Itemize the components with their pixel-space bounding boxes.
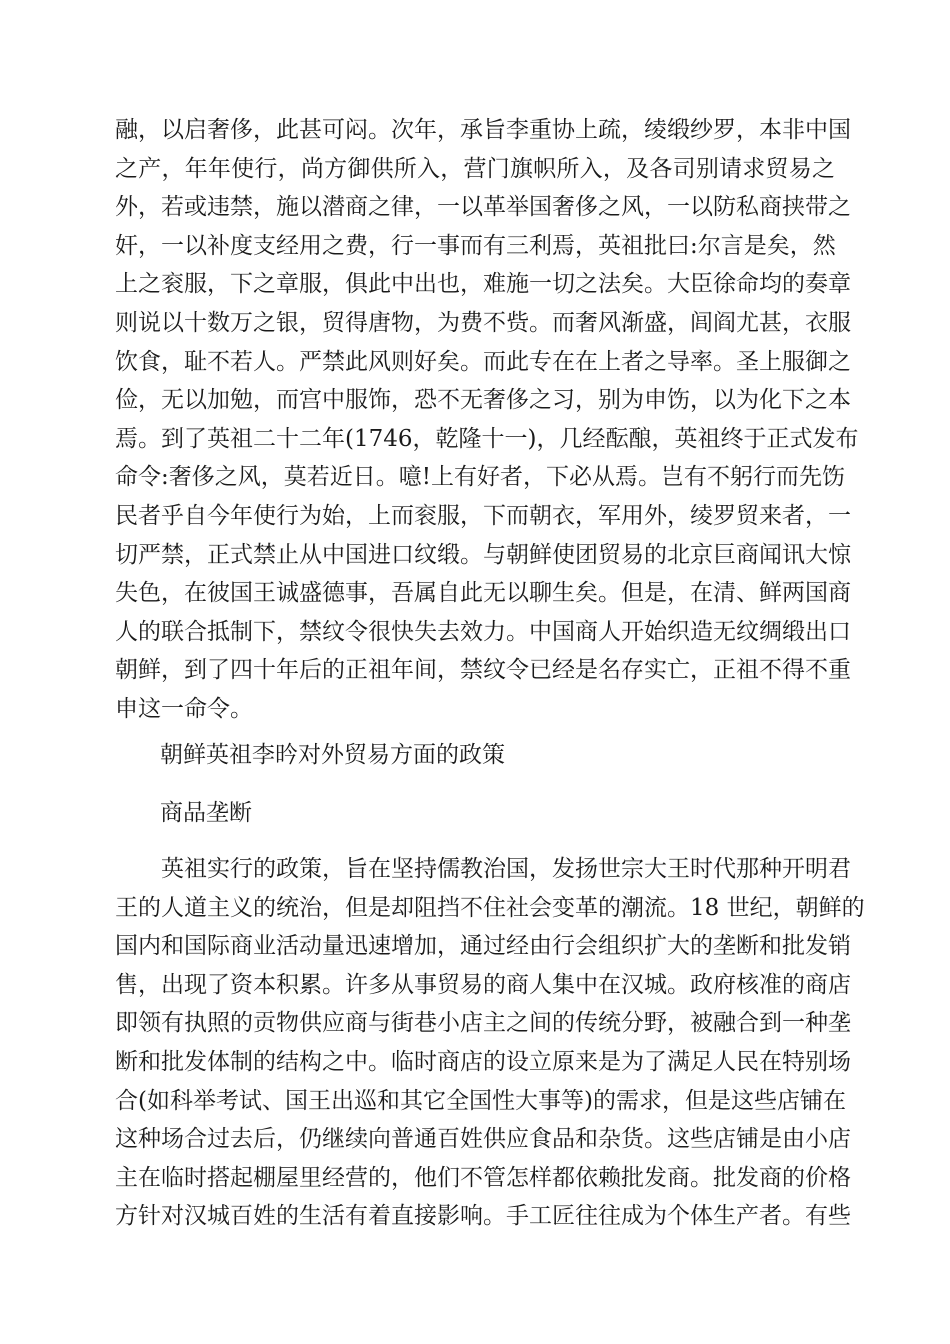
text-line: 俭，无以加勉，而宫中服饰，恐不无奢侈之习，别为申饬，以为化下之本: [115, 387, 851, 414]
text-line: 售，出现了资本积累。许多从事贸易的商人集中在汉城。政府核准的商店: [115, 971, 851, 998]
paragraph-commerce-monopoly: [115, 850, 865, 1236]
text-line: 英祖实行的政策，旨在坚持儒教治国，发扬世宗大王时代那种开明君: [115, 856, 851, 882]
heading-text: 朝鲜英祖李昑对外贸易方面的政策: [160, 742, 505, 768]
text-line: 这种场合过去后，仍继续向普通百姓供应食品和杂货。这些店铺是由小店: [115, 1126, 851, 1153]
text-line: 国内和国际商业活动量迅速增加，通过经由行会组织扩大的垄断和批发销: [115, 933, 851, 960]
paragraph-ban-on-silk-imports: [115, 111, 859, 729]
text-line: 申这一命令。: [115, 695, 253, 722]
text-line: 上之衮服，下之章服，俱此中出也，难施一切之法矣。大臣徐命均的奏章: [115, 271, 851, 298]
text-line: 命令:奢侈之风，莫若近日。噫!上有好者，下必从焉。岂有不躬行而先饬: [115, 464, 845, 491]
text-line: 即领有执照的贡物供应商与街巷小店主之间的传统分野，被融合到一种垄: [115, 1010, 851, 1037]
heading-text: 商品垄断: [160, 800, 252, 826]
text-line: 奸，一以补度支经用之费，行一事而有三利焉，英祖批曰:尔言是矣，然: [115, 232, 836, 259]
text-line: 切严禁，正式禁止从中国进口纹缎。与朝鲜使团贸易的北京巨商闻讯大惊: [115, 541, 851, 568]
text-line: 合(如科举考试、国王出巡和其它全国性大事等)的需求，但是这些店铺在: [115, 1087, 846, 1114]
text-line: 主在临时搭起棚屋里经营的，他们不管怎样都依赖批发商。批发商的价格: [115, 1164, 851, 1191]
text-line: 人的联合抵制下，禁纹令很快失去效力。中国商人开始织造无纹绸缎出口: [115, 618, 851, 645]
text-line: 融，以启奢侈，此甚可闷。次年，承旨李重协上疏，绫缎纱罗，本非中国: [115, 117, 851, 143]
subsection-heading: [160, 794, 880, 833]
text-line: 王的人道主义的统治，但是却阻挡不住社会变革的潮流。18 世纪，朝鲜的: [115, 894, 865, 921]
text-line: 方针对汉城百姓的生活有着直接影响。手工匠往往成为个体生产者。有些: [115, 1203, 851, 1230]
text-line: 失色，在彼国王诚盛德事，吾属自此无以聊生矣。但是，在清、鲜两国商: [115, 580, 851, 607]
text-line: 饮食，耻不若人。严禁此风则好矣。而此专在在上者之导率。圣上服御之: [115, 348, 851, 375]
text-line: 民者乎自今年使行为始，上而衮服，下而朝衣，军用外，绫罗贸来者，一: [115, 502, 851, 529]
text-line: 外，若或违禁，施以潜商之律，一以革举国奢侈之风，一以防私商挟带之: [115, 194, 851, 221]
text-line: 则说以十数万之银，贸得唐物，为费不赀。而奢风渐盛，闾阎尤甚，衣服: [115, 309, 851, 336]
text-line: 之产，年年使行，尚方御供所入，营门旗帜所入，及各司别请求贸易之: [115, 155, 835, 182]
text-line: 朝鲜，到了四十年后的正祖年间，禁纹令已经是名存实亡，正祖不得不重: [115, 657, 851, 684]
section-heading: [160, 736, 880, 775]
text-line: 断和批发体制的结构之中。临时商店的设立原来是为了满足人民在特别场: [115, 1048, 851, 1075]
text-line: 焉。到了英祖二十二年(1746，乾隆十一)，几经酝酿，英祖终于正式发布: [115, 425, 859, 452]
